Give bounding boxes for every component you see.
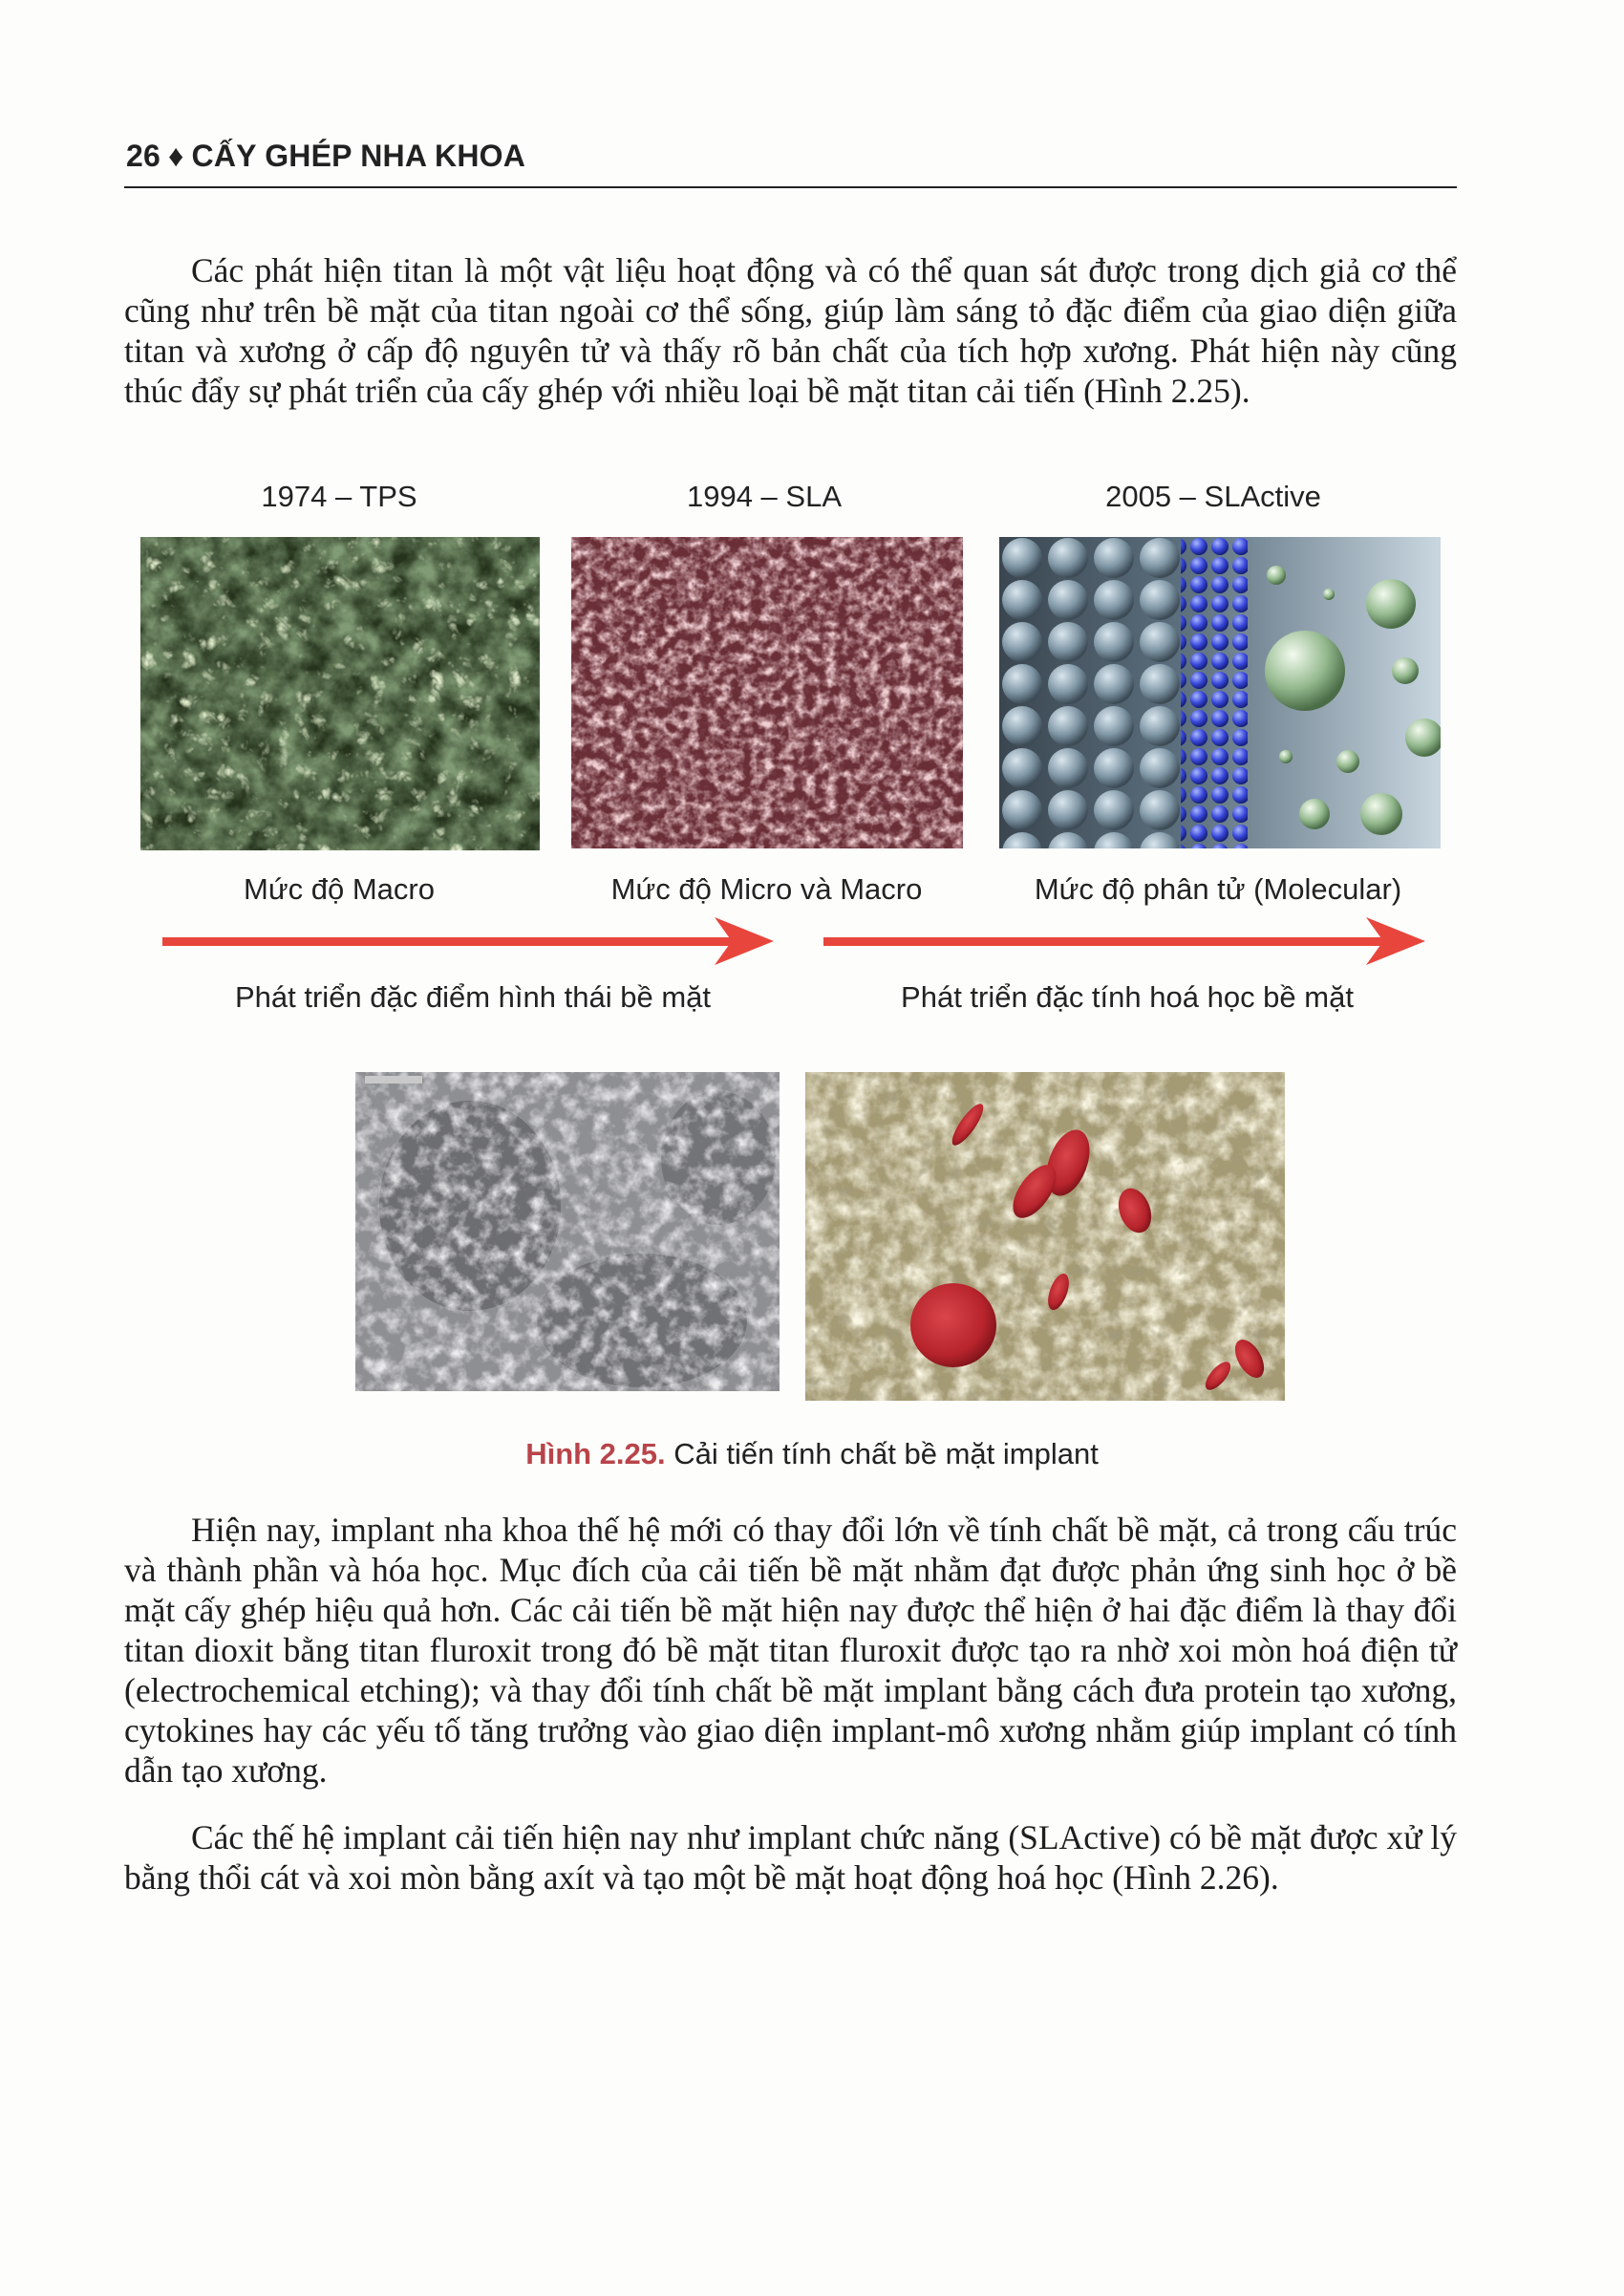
arrow-chemistry [823,908,1435,975]
sla-surface-image [571,537,963,848]
gray-surface-micrograph [355,1072,780,1391]
arrow-morphology [162,908,783,975]
figure-label: Hình 2.25. [525,1437,666,1470]
body-text-2: Các thế hệ implant cải tiến hiện nay như implant chức năng (SLActive) có bề mặt được xử lý bằng thổi cát và xoi mòn bằng axít và tạo một bề mặt hoạt động hoá học (Hình 2.26). [124,1818,1457,1897]
running-header [124,137,1457,188]
development-morphology-label: Phát triển đặc điểm hình thái bề mặt [234,980,711,1014]
body-paragraph-2 [124,1817,1457,1898]
column-heading-sla: 1994 – SLA [686,480,843,513]
figure-caption-text: Cải tiến tính chất bề mặt implant [665,1437,1099,1470]
body-paragraph-1 [124,1510,1457,1791]
intro-paragraph [124,250,1457,411]
header-text [126,139,525,174]
figure-caption [0,1437,1624,1471]
development-chemistry-label: Phát triển đặc tính hoá học bề mặt [901,980,1354,1014]
intro-text: Các phát hiện titan là một vật liệu hoạt động và có thể quan sát được trong dịch giả cơ thể cũng như trên bề mặt của titan ngoài cơ thể sống, giúp làm sáng tỏ đặc điểm của giao diện giữa titan và xương ở cấp độ nguyên tử và thấy rõ bản chất của tích hợp xương. Phát hiện này cũng thúc đẩy sự phát triển của cấy ghép với nhiều loại bề mặt titan cải tiến (Hình 2.25). [124,251,1457,410]
level-label-macro: Mức độ Macro [244,872,435,906]
slactive-molecular-image [999,537,1441,848]
page-number: 26 [126,139,160,173]
column-heading-tps: 1974 – TPS [261,480,417,513]
blood-cells-surface-image [805,1072,1285,1401]
level-label-molecular: Mức độ phân tử (Molecular) [1034,872,1402,906]
body-text-1: Hiện nay, implant nha khoa thế hệ mới có thay đổi lớn về tính chất bề mặt, cả trong cấu trúc và thành phần và hóa học. Mục đích của cải tiến bề mặt nhằm đạt được phản ứng sinh học ở bề mặt cấy ghép hiệu quả hơn. Các cải tiến bề mặt hiện nay được thể hiện ở hai đặc điểm là thay đổi titan dioxit bằng titan fluroxit trong đó bề mặt titan fluroxit được tạo ra nhờ xoi mòn hoá điện tử (electrochemical etching); và thay đổi tính chất bề mặt implant bằng cách đưa protein tạo xương, cytokines hay các yếu tố tăng trưởng vào giao diện implant-mô xương nhằm giúp implant có tính dẫn tạo xương. [124,1511,1457,1790]
column-heading-slactive: 2005 – SLActive [1105,480,1321,513]
book-title: CẤY GHÉP NHA KHOA [191,139,526,173]
level-label-micro-macro: Mức độ Micro và Macro [610,872,923,906]
header-separator: ♦ [168,139,184,173]
tps-surface-image [140,537,540,850]
